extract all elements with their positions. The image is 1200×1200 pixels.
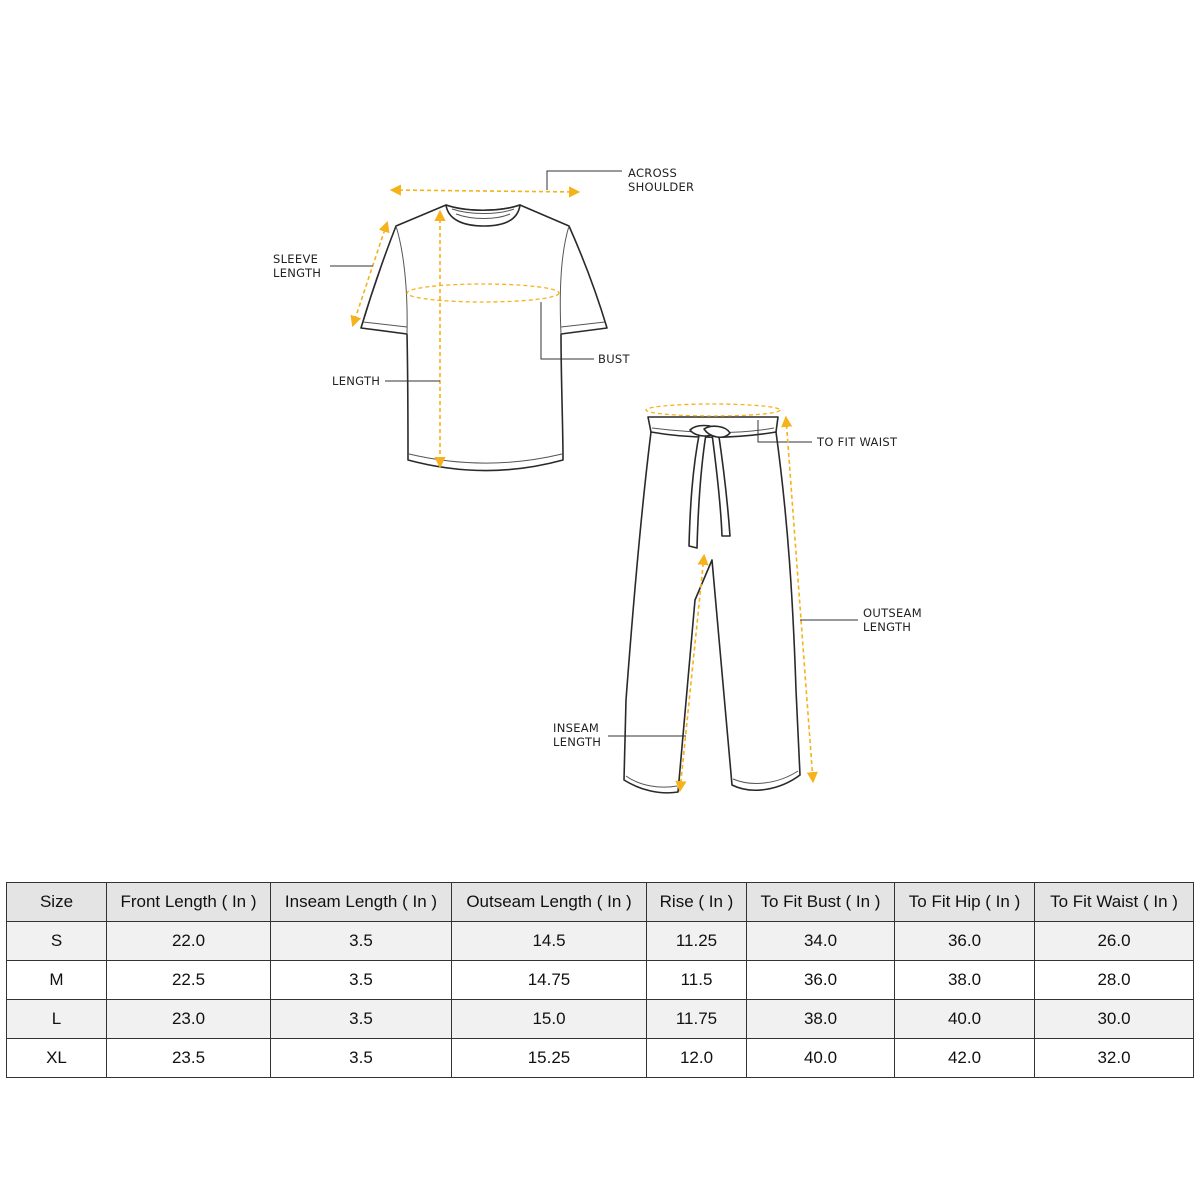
cell-inseam-length: 3.5 (271, 1000, 452, 1039)
cell-to-fit-waist: 28.0 (1035, 961, 1194, 1000)
table-row (7, 1000, 1194, 1039)
cell-inseam-length: 3.5 (271, 961, 452, 1000)
across-shoulder-measure (392, 171, 622, 192)
cell-to-fit-waist: 30.0 (1035, 1000, 1194, 1039)
cell-size: M (7, 961, 107, 1000)
header-to-fit-hip: To Fit Hip ( In ) (895, 883, 1035, 922)
cell-outseam-length: 15.25 (452, 1039, 647, 1078)
outseam-length-label-line1: OUTSEAM (863, 606, 922, 620)
pants-body (624, 432, 800, 793)
cell-front-length: 22.0 (107, 922, 271, 961)
header-to-fit-waist: To Fit Waist ( In ) (1035, 883, 1194, 922)
across-shoulder-label-line1: ACROSS (628, 166, 678, 180)
cell-to-fit-hip: 38.0 (895, 961, 1035, 1000)
header-size: Size (7, 883, 107, 922)
header-rise: Rise ( In ) (647, 883, 747, 922)
cell-outseam-length: 15.0 (452, 1000, 647, 1039)
header-inseam-length: Inseam Length ( In ) (271, 883, 452, 922)
tshirt-body (361, 205, 607, 471)
table-row (7, 961, 1194, 1000)
inseam-length-label-line2: LENGTH (553, 735, 602, 749)
cell-to-fit-bust: 40.0 (747, 1039, 895, 1078)
bust-label: BUST (598, 352, 630, 366)
cell-front-length: 23.5 (107, 1039, 271, 1078)
cell-rise: 11.75 (647, 1000, 747, 1039)
to-fit-waist-label: TO FIT WAIST (817, 435, 898, 449)
cell-front-length: 22.5 (107, 961, 271, 1000)
cell-rise: 11.25 (647, 922, 747, 961)
table-header-row (7, 883, 1194, 922)
cell-size: XL (7, 1039, 107, 1078)
cell-outseam-length: 14.5 (452, 922, 647, 961)
cell-size: S (7, 922, 107, 961)
cell-to-fit-bust: 36.0 (747, 961, 895, 1000)
across-shoulder-label-line2: SHOULDER (628, 180, 695, 194)
inseam-length-label-line1: INSEAM (553, 721, 600, 735)
sleeve-length-label-line2: LENGTH (273, 266, 322, 280)
cell-to-fit-waist: 32.0 (1035, 1039, 1194, 1078)
cell-rise: 12.0 (647, 1039, 747, 1078)
cell-inseam-length: 3.5 (271, 922, 452, 961)
table-row (7, 1039, 1194, 1078)
length-label: LENGTH (332, 374, 381, 388)
cell-to-fit-waist: 26.0 (1035, 922, 1194, 961)
cell-size: L (7, 1000, 107, 1039)
outseam-length-label-line2: LENGTH (863, 620, 912, 634)
cell-to-fit-hip: 42.0 (895, 1039, 1035, 1078)
cell-rise: 11.5 (647, 961, 747, 1000)
cell-inseam-length: 3.5 (271, 1039, 452, 1078)
cell-to-fit-hip: 40.0 (895, 1000, 1035, 1039)
header-outseam-length: Outseam Length ( In ) (452, 883, 647, 922)
size-chart-table (6, 882, 1194, 1078)
cell-to-fit-bust: 38.0 (747, 1000, 895, 1039)
cell-to-fit-hip: 36.0 (895, 922, 1035, 961)
cell-outseam-length: 14.75 (452, 961, 647, 1000)
tshirt-illustration (361, 205, 607, 471)
cell-to-fit-bust: 34.0 (747, 922, 895, 961)
cell-front-length: 23.0 (107, 1000, 271, 1039)
header-front-length: Front Length ( In ) (107, 883, 271, 922)
sleeve-length-label-line1: SLEEVE (273, 252, 319, 266)
header-to-fit-bust: To Fit Bust ( In ) (747, 883, 895, 922)
table-row (7, 922, 1194, 961)
